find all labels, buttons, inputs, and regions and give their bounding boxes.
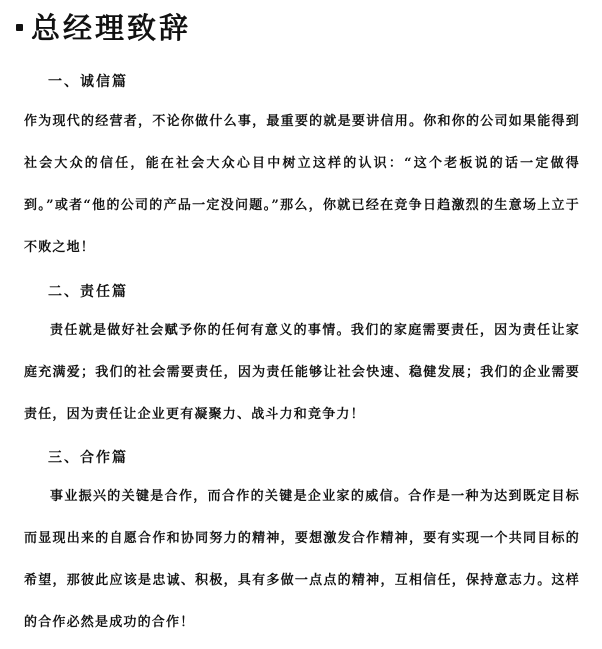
bullet-icon — [16, 24, 23, 31]
section-text-responsibility: 责任就是做好社会赋予你的任何有意义的事情。我们的家庭需要责任，因为责任让家庭充满爱；我们的社会需要责任，因为责任能够让社会快速、稳健发展；我们的企业需要责任，因为责任让企业更有凝聚力、战斗力和竞争力！ — [24, 323, 580, 422]
section-heading-cooperation: 三、合作篇 — [48, 450, 128, 466]
section-text-cooperation: 事业振兴的关键是合作，而合作的关键是企业家的威信。合作是一种为达到既定目标而显现出来的自愿合作和协同努力的精神，要想激发合作精神，要有实现一个共同目标的希望，那彼此应该是忠诚、积极，具有多做一点点的精神，互相信任，保持意志力。这样的合作必然是成功的合作！ — [24, 489, 580, 630]
section-heading-integrity: 一、诚信篇 — [48, 74, 128, 90]
section-text-integrity: 作为现代的经营者，不论你做什么事，最重要的就是要讲信用。你和你的公司如果能得到社会大众的信任，能在社会大众心目中树立这样的认识：“这个老板说的话一定做得到。”或者“他的公司的产品一定没问题。”那么，你就已经在竞争日趋激烈的生意场上立于不败之地！ — [24, 114, 580, 255]
section-heading-responsibility: 二、责任篇 — [48, 284, 128, 300]
page-title — [16, 8, 191, 48]
page-title-text: 总经理致辞 — [31, 11, 192, 45]
